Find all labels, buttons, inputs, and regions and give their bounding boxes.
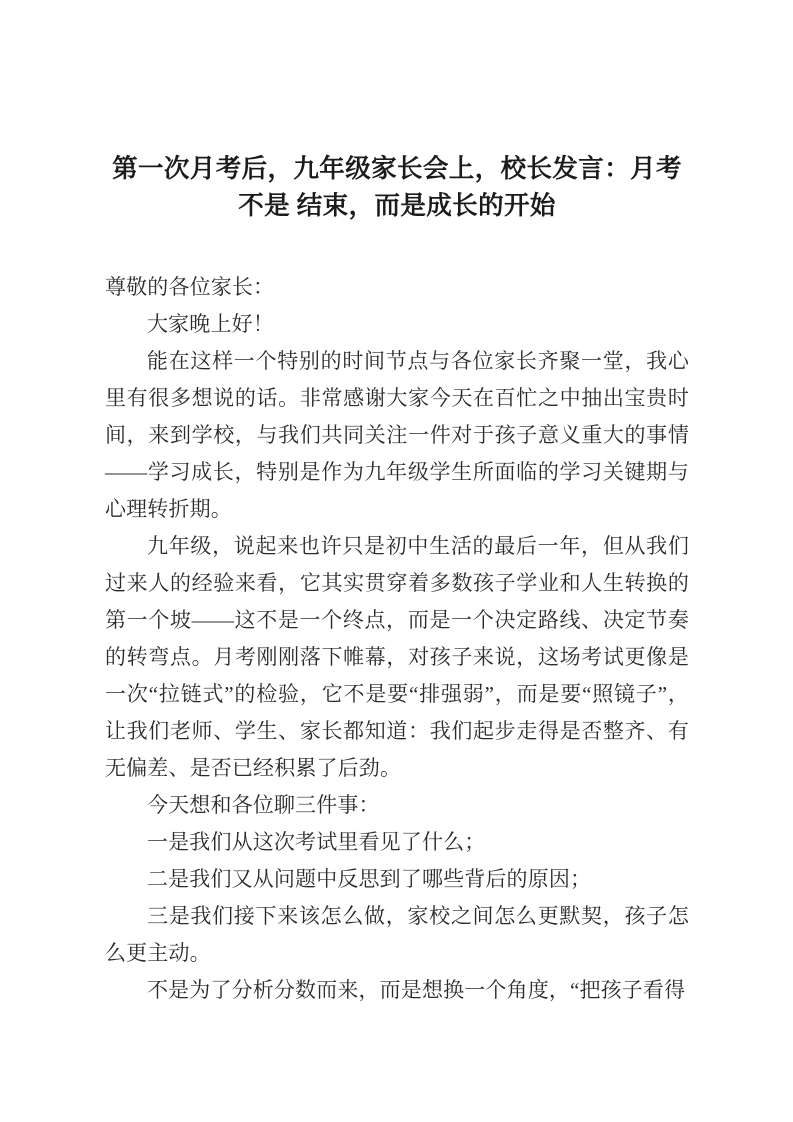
paragraph-three-topics-intro: 今天想和各位聊三件事： <box>147 793 380 817</box>
title-body-spacer <box>105 224 689 269</box>
paragraph-topic-three: 三是我们接下来该怎么做，家校之间怎么更默契，孩子怎么更主动。 <box>105 904 689 965</box>
paragraph-topic-two: 二是我们又从问题中反思到了哪些背后的原因； <box>147 867 592 891</box>
paragraph-closing-perspective: 不是为了分析分数而来，而是想换一个角度，“把孩子看得 <box>147 978 686 1002</box>
paragraph-salutation: 尊敬的各位家长： <box>105 275 275 299</box>
paragraph-greeting: 大家晚上好！ <box>147 312 274 336</box>
paragraph-topic-one: 一是我们从这次考试里看见了什么； <box>147 830 486 854</box>
page-title-line-2: 结束，而是成长的开始 <box>296 191 556 220</box>
paragraph-opening-thanks: 能在这样一个特别的时间节点与各位家长齐聚一堂，我心里有很多想说的话。非常感谢大家今天在百忙之中抽出宝贵时间，来到学校，与我们共同关注一件对于孩子意义重大的事情——学习成长，特别是作为九年级学生所面临的学习关键期与心理转折期。 <box>105 349 689 521</box>
page-title-line-1: 第一次月考后，九年级家长会上，校长发言：月考不是 <box>112 154 682 220</box>
page-title <box>105 150 689 224</box>
document-content <box>105 150 689 1009</box>
paragraph-grade-nine-significance: 九年级，说起来也许只是初中生活的最后一年，但从我们过来人的经验来看，它其实贯穿着多数孩子学业和人生转换的第一个坡——这不是一个终点，而是一个决定路线、决定节奏的转弯点。月考刚刚落下帷幕，对孩子来说，这场考试更像是一次“拉链式”的检验，它不是要“排强弱”，而是要“照镜子”，让我们老师、学生、家长都知道：我们起步走得是否整齐、有无偏差、是否已经积累了后劲。 <box>105 534 689 780</box>
